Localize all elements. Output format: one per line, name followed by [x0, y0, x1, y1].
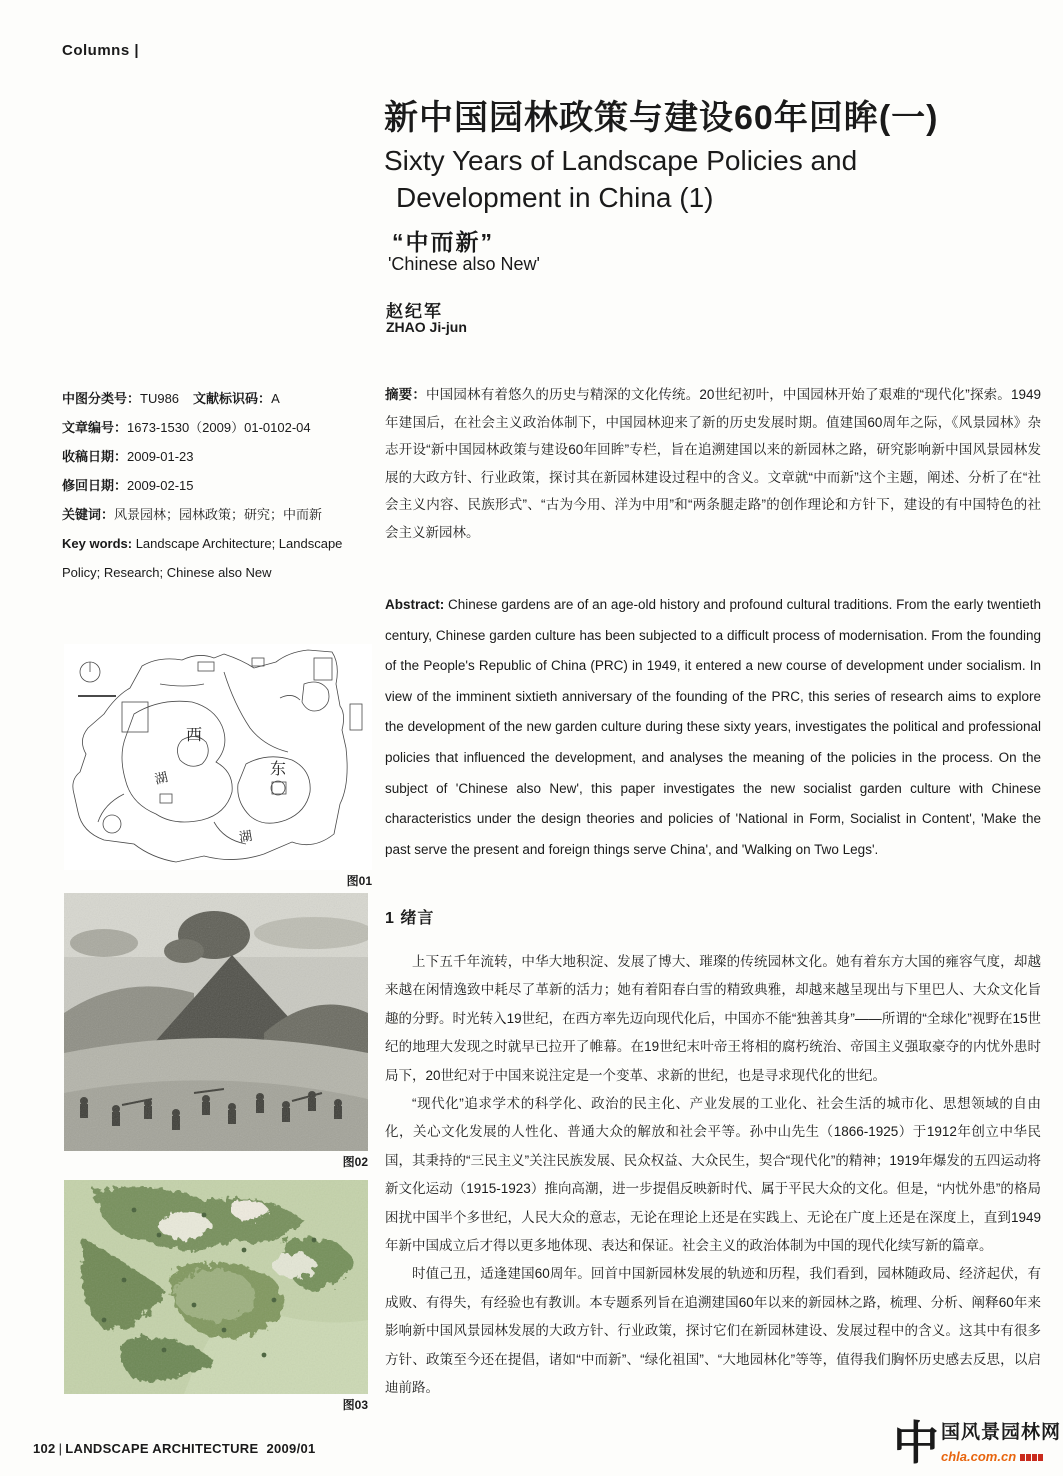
logo-big-character: 中: [893, 1418, 939, 1469]
plan-label-west: 西: [186, 727, 203, 744]
revised-date-value: 2009-02-15: [127, 478, 194, 493]
paragraph: “现代化”追求学术的科学化、政治的民主化、产业发展的工业化、社会生活的城市化、思想领域的自由化，关心文化发展的人性化、普通大众的解放和社会平等。孙中山先生（1866-1925）于1912年创立中华民国，其秉持的“三民主义”关注民族发展、民众权益、大众民生，契合“现代化”的精神；1919年爆发的五四运动将新文化运动（1915-1923）推向高潮，进一步提倡反映新时代、属于平民大众的文化。但是，“内忧外患”的格局困扰中国半个多世纪，人民大众的意志，无论在理论上还是在实践上、无论在广度上还是在深度上，直到1949年新中国成立后才得以更多地体现、表达和保证。社会主义的政治体制为中国的现代化续写新的篇章。: [385, 1096, 1041, 1254]
article-id-label: 文章编号：: [62, 420, 128, 435]
plan-label-lake-east: 湖: [237, 827, 254, 845]
plan-label-lake-west: 湖: [153, 769, 170, 787]
figure-2-caption: 图02: [342, 1155, 368, 1169]
meta-line-classification: [62, 384, 372, 413]
article-metadata: [62, 384, 372, 587]
page-footer: [33, 1441, 316, 1456]
keywords-en-label: Key words:: [62, 536, 133, 551]
abstract-zh-text: 中国园林有着悠久的历史与精深的文化传统。20世纪初叶，中国园林开始了艰难的“现代化”探索。1949年建国后，在社会主义政治体制下，中国园林迎来了新的历史发展时期。值建国60周年之际，《风景园林》杂志开设“新中国园林政策与建设60年回眸”专栏，旨在追溯建国以来的新园林之路，研究影响新中国风景园林发展的大政方针、行业政策，探讨其在新园林建设过程中的含义。文章就“中而新”这个主题，阐述、分析了在“社会主义内容、民族形式”、“古为今用、洋为中用”和“两条腿走路”的创作理论和方针下，建设的有中国特色的社会主义新园林。: [385, 387, 1041, 540]
doc-code-value: A: [271, 391, 280, 406]
doc-code-label: 文献标识码：: [193, 391, 272, 406]
article-title-english-line2: Development in China (1): [396, 182, 714, 213]
watermark-logo: [893, 1418, 1063, 1476]
abstract-chinese: [385, 381, 1041, 547]
photo-svg: [64, 893, 368, 1151]
figure-2-historical-photo: [64, 893, 368, 1151]
footer-divider: |: [58, 1441, 63, 1456]
author-name-chinese: 赵纪军: [386, 302, 443, 321]
revised-date-label: 修回日期：: [62, 478, 128, 493]
keywords-en-value: Landscape Architecture; Landscape Policy; Research; Chinese also New: [62, 536, 343, 580]
logo-red-seal: [1020, 1448, 1044, 1466]
figure-1-caption: 图01: [346, 874, 372, 888]
keywords-zh-label: 关键词：: [62, 507, 115, 522]
paragraph: 时值己丑，适逢建国60周年。回首中国新园林发展的轨迹和历程，我们看到，园林随政局、经济起伏，有成败、有得失，有经验也有教训。本专题系列旨在追溯建国60年以来的新园林之路，梳理、分析、阐释60年来影响新中国风景园林发展的大政方针、行业政策，探讨它们在新园林建设、发展过程中的含义。这其中有很多方针、政策至今还在提倡，诸如“中而新”、“绿化祖国”、“大地园林化”等等，值得我们胸怀历史感去反思，以启迪前路。: [385, 1266, 1041, 1396]
keywords-zh-value: 风景园林；园林政策；研究；中而新: [114, 507, 323, 522]
article-subtitle-english: 'Chinese also New': [388, 254, 540, 274]
plan-label-east: 东: [270, 761, 287, 778]
column-section-label: Columns |: [62, 42, 140, 59]
author-name-english: ZHAO Ji-jun: [386, 319, 467, 335]
section-1-heading: 1 绪言: [385, 910, 435, 927]
article-id-value: 1673-1530（2009）01-0102-04: [127, 420, 311, 435]
page-number: 102: [33, 1441, 56, 1456]
meta-line-keywords-en: [62, 529, 372, 587]
clc-value: TU986: [140, 391, 180, 406]
article-title-english-line1: Sixty Years of Landscape Policies and: [384, 145, 858, 176]
received-date-value: 2009-01-23: [127, 449, 194, 464]
logo-site-url: chla.com.cn: [941, 1449, 1017, 1465]
article-title-english: [384, 142, 1044, 216]
article-subtitle-chinese: “中而新”: [392, 229, 494, 255]
green-plan-svg: [64, 1180, 368, 1394]
abstract-en-label: Abstract:: [385, 597, 445, 612]
meta-line-revised-date: [62, 471, 372, 500]
meta-line-article-id: [62, 413, 372, 442]
abstract-english: [385, 590, 1041, 865]
meta-line-received-date: [62, 442, 372, 471]
meta-line-keywords-zh: [62, 500, 372, 529]
article-title-chinese: 新中国园林政策与建设60年回眸(一): [384, 99, 939, 137]
abstract-zh-label: 摘要：: [385, 387, 427, 402]
park-plan-svg: [64, 644, 372, 870]
figure-1-park-plan-drawing: [64, 644, 372, 870]
logo-site-name: 国风景园林网: [941, 1422, 1062, 1443]
journal-name: LANDSCAPE ARCHITECTURE: [65, 1441, 259, 1456]
abstract-en-text: Chinese gardens are of an age-old history and profound cultural traditions. From the early twentieth century, Chinese garden culture has been subjected to a difficult process of modernisation. From the founding of the People's Republic of China (PRC) in 1949, it entered a new course of development under socialism. In view of the imminent sixtieth anniversary of the founding of the PRC, this series of research aims to explore the development of the new garden culture during these sixty years, investigates the political and professional policies that influenced the development, and analyses the meaning of the policies in the process. On the subject of 'Chinese also New', this paper investigates the new socialist garden culture with Chinese characteristics under the design theories and policies of 'National in Form, Socialist in Content', 'Make the past serve the present and foreign things serve China', and 'Walking on Two Legs'.: [385, 597, 1041, 857]
received-date-label: 收稿日期：: [62, 449, 128, 464]
section-1-body: [385, 948, 1041, 1403]
figure-3-green-plan: [64, 1180, 368, 1394]
figure-3-caption: 图03: [342, 1398, 368, 1412]
paragraph: 上下五千年流转，中华大地积淀、发展了博大、璀璨的传统园林文化。她有着东方大国的雍容气度，却越来越在闲情逸致中耗尽了革新的活力；她有着阳春白雪的精致典雅，却越来越呈现出与下里巴人、大众文化旨趣的分野。时光转入19世纪，在西方率先迈向现代化后，中国亦不能“独善其身”——所谓的“全球化”视野在15世纪的地理大发现之时就早已拉开了帷幕。在19世纪末叶帝王将相的腐朽统治、帝国主义强取豪夺的内忧外患时局下，20世纪对于中国来说注定是一个变革、求新的世纪，也是寻求现代化的世纪。: [385, 954, 1041, 1083]
issue-number: 2009/01: [266, 1441, 316, 1456]
clc-label: 中图分类号：: [62, 391, 141, 406]
